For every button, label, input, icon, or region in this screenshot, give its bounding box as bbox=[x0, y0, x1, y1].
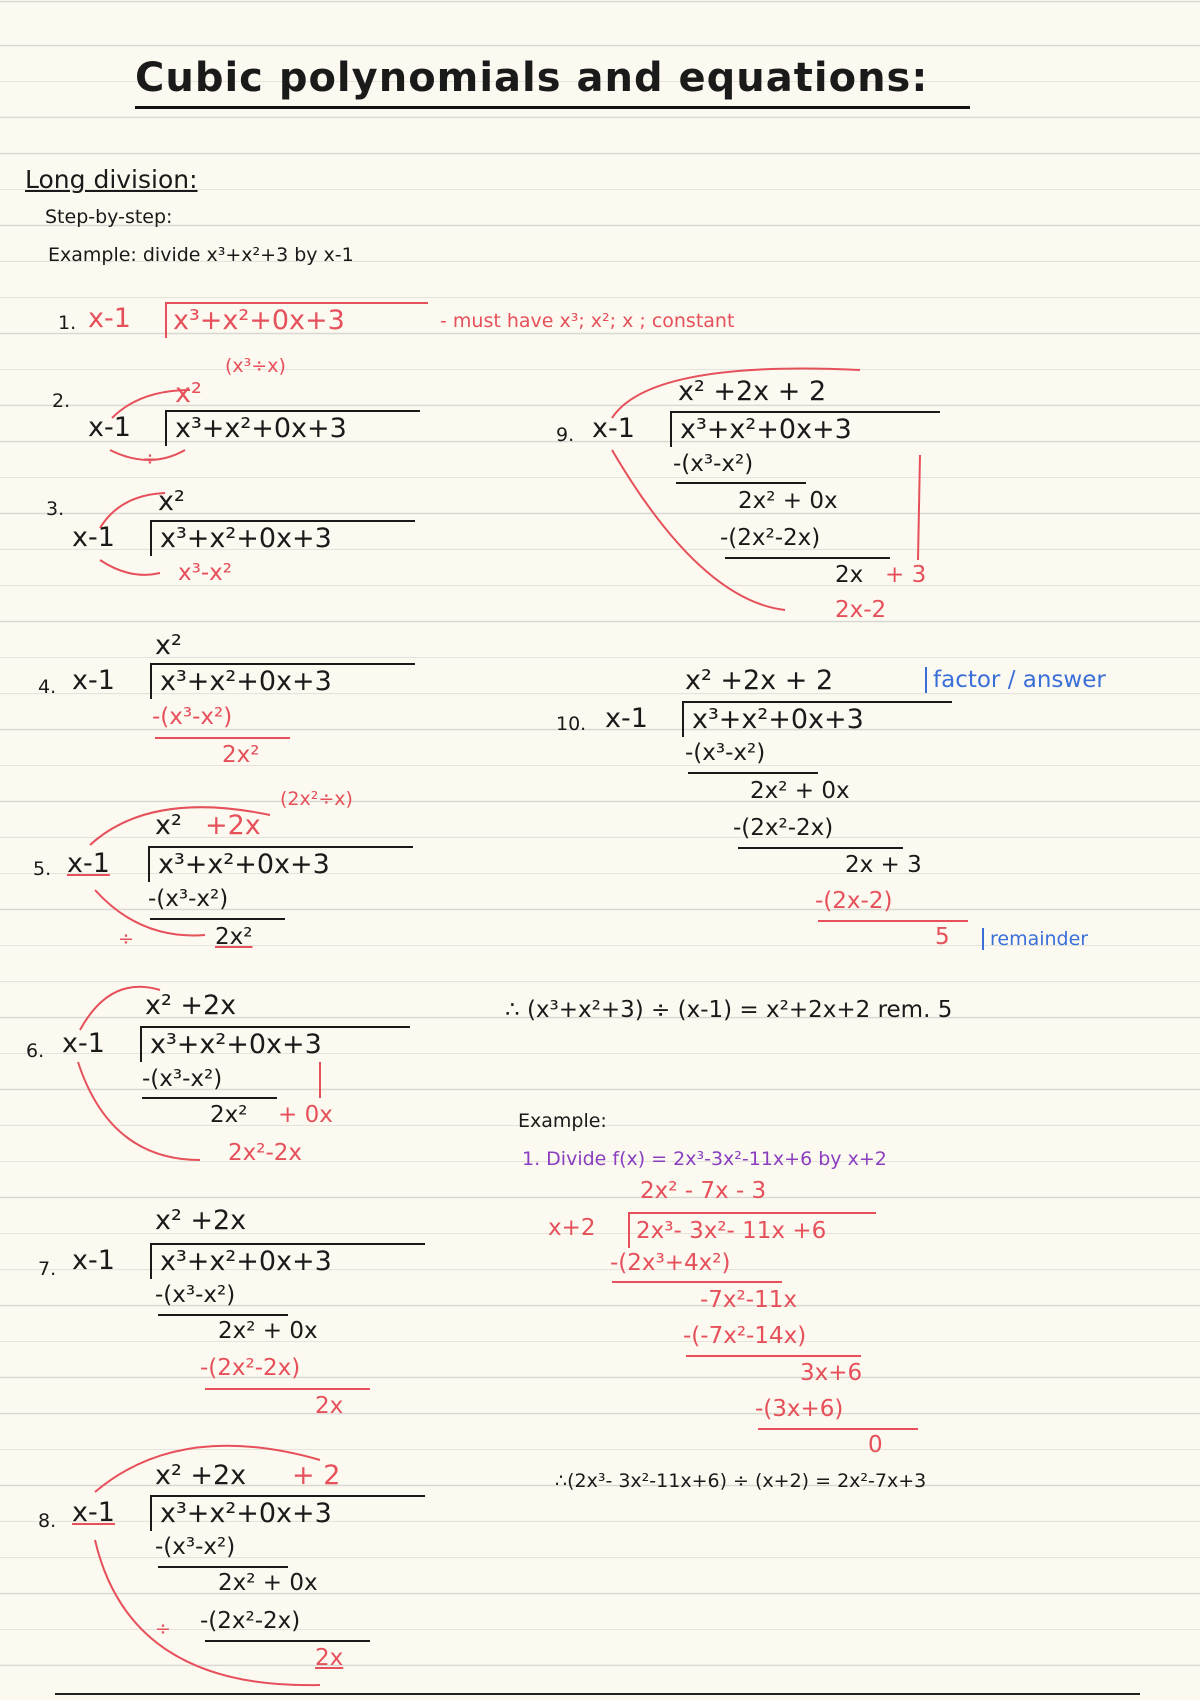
step9-product: 2x-2 bbox=[835, 597, 887, 623]
step5-quotient-new: +2x bbox=[205, 810, 261, 841]
step6-quotient: x² +2x bbox=[145, 990, 237, 1021]
step1-note: - must have x³; x²; x ; constant bbox=[440, 310, 735, 332]
example2-quotient: 2x² - 7x - 3 bbox=[640, 1178, 767, 1204]
example-statement: Example: divide x³+x²+3 by x-1 bbox=[48, 244, 354, 266]
step3-arrow-up bbox=[100, 493, 165, 528]
step3-product: x³-x² bbox=[178, 560, 232, 586]
step9-quotient: x² +2x + 2 bbox=[678, 376, 827, 407]
remainder-value: 5 bbox=[935, 924, 950, 950]
step8-arrow-up bbox=[95, 1446, 320, 1492]
subheading: Step-by-step: bbox=[45, 206, 173, 228]
example2-task: 1. Divide f(x) = 2x³-3x²-11x+6 by x+2 bbox=[522, 1148, 887, 1170]
step8-arrow-down bbox=[95, 1540, 320, 1685]
step6-product: 2x²-2x bbox=[228, 1140, 303, 1166]
step4-quotient: x² bbox=[155, 630, 182, 661]
step6-arrow-2 bbox=[78, 1062, 200, 1160]
step9-arrow-1 bbox=[612, 369, 860, 418]
example2-dividend: 2x³- 3x²- 11x +6 bbox=[628, 1212, 876, 1248]
example2-conclusion: ∴(2x³- 3x²-11x+6) ÷ (x+2) = 2x²-7x+3 bbox=[555, 1470, 927, 1492]
step5-arrow-up bbox=[90, 807, 270, 845]
step2-arrow-up bbox=[112, 390, 190, 418]
step2-divide-sign: ÷ bbox=[142, 448, 158, 470]
step1-dividend: x³+x²+0x+3 bbox=[165, 302, 428, 338]
page-bottom-rule bbox=[55, 1693, 1140, 1695]
arrow-group bbox=[78, 369, 920, 1686]
step4-result: 2x² bbox=[222, 742, 260, 768]
step8-quotient-new: + 2 bbox=[292, 1460, 341, 1491]
step6-arrow-1 bbox=[80, 987, 160, 1030]
step5-hint: (2x²÷x) bbox=[280, 788, 353, 810]
step2-quotient: x² bbox=[175, 378, 202, 409]
step9-arrow-2 bbox=[612, 450, 785, 610]
step4-subtract: -(x³-x²) bbox=[152, 704, 233, 730]
page-title: Cubic polynomials and equations: bbox=[135, 55, 929, 101]
step3-quotient: x² bbox=[158, 486, 185, 517]
section-heading: Long division: bbox=[25, 165, 198, 194]
step7-quotient: x² +2x bbox=[155, 1205, 247, 1236]
step3-arrow-down bbox=[100, 560, 160, 575]
conclusion-1: ∴ (x³+x²+3) ÷ (x-1) = x²+2x+2 rem. 5 bbox=[505, 997, 953, 1023]
factor-answer-label: factor / answer bbox=[925, 667, 1106, 693]
step2-arrow-down bbox=[110, 450, 185, 460]
step9-arrow-drop bbox=[918, 455, 920, 560]
step1-divisor: x-1 bbox=[88, 303, 131, 334]
example2-heading: Example: bbox=[518, 1110, 607, 1132]
example2-divisor: x+2 bbox=[548, 1215, 596, 1241]
remainder-label: remainder bbox=[982, 928, 1088, 950]
step5-arrow-down bbox=[95, 890, 205, 935]
step2-hint: (x³÷x) bbox=[225, 355, 286, 377]
step10-quotient: x² +2x + 2 bbox=[685, 665, 834, 696]
